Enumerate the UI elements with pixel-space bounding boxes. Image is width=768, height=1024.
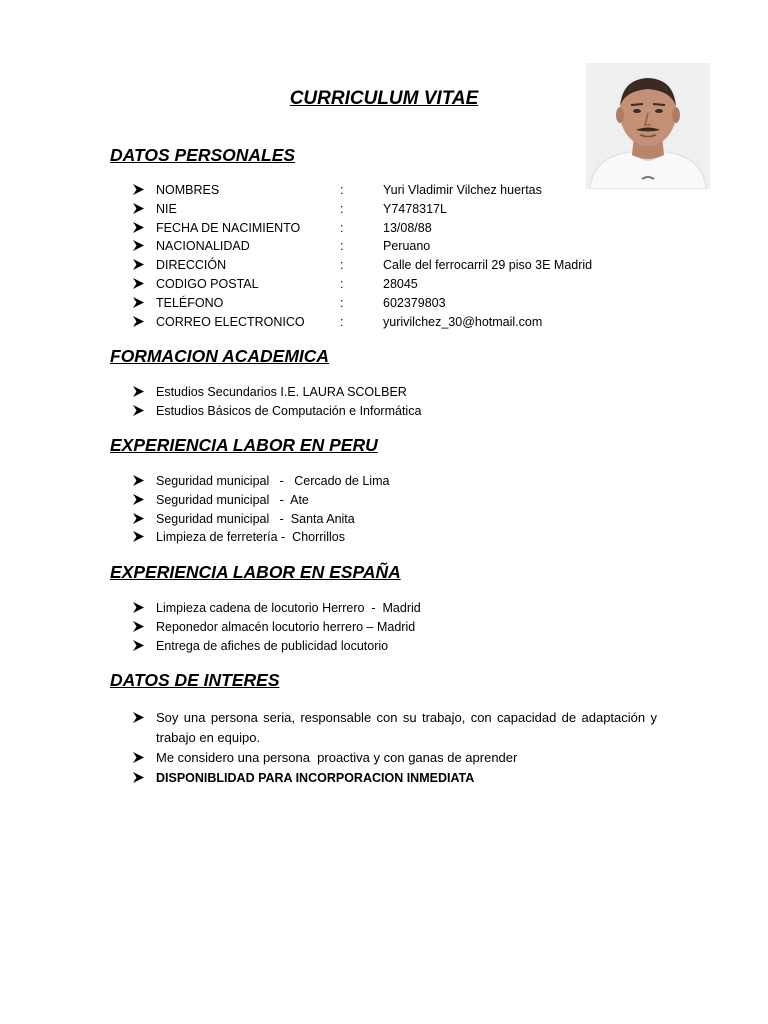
field-colon: :	[340, 201, 344, 216]
list-item	[133, 383, 421, 402]
field-colon: :	[340, 314, 344, 329]
experience-peru-list	[133, 472, 389, 547]
arrowhead-bullet-icon	[133, 240, 144, 251]
field-value: 13/08/88	[383, 220, 432, 235]
personal-field-telefono	[133, 294, 592, 313]
field-colon: :	[340, 183, 344, 197]
arrowhead-bullet-icon	[133, 297, 144, 308]
field-label: DIRECCIÓN	[156, 258, 227, 273]
field-colon: :	[340, 258, 344, 273]
list-item	[133, 472, 389, 491]
arrowhead-bullet-icon	[133, 712, 144, 723]
arrowhead-bullet-icon	[133, 184, 144, 195]
arrowhead-bullet-icon	[133, 602, 144, 613]
list-item	[133, 708, 657, 748]
field-value: yurivilchez_30@hotmail.com	[383, 314, 543, 329]
arrowhead-bullet-icon	[133, 640, 144, 651]
field-value: 602379803	[383, 295, 446, 310]
arrowhead-bullet-icon	[133, 531, 144, 542]
person-portrait-icon	[586, 63, 710, 189]
list-item	[133, 599, 421, 618]
list-item	[133, 528, 389, 547]
list-item	[133, 510, 389, 529]
field-label: CODIGO POSTAL	[156, 276, 259, 291]
field-colon: :	[340, 239, 344, 254]
list-item-text: Seguridad municipal - Santa Anita	[156, 511, 355, 526]
field-label: CORREO ELECTRONICO	[156, 314, 305, 329]
list-item-text: Limpieza de ferretería - Chorrillos	[156, 530, 345, 545]
field-label: NACIONALIDAD	[156, 239, 250, 254]
field-value: Peruano	[383, 239, 431, 254]
section-heading-experience-peru: EXPERIENCIA LABOR EN PERU	[110, 435, 378, 455]
arrowhead-bullet-icon	[133, 222, 144, 233]
document-title: CURRICULUM VITAE	[289, 88, 479, 109]
education-list	[133, 383, 421, 421]
list-item-text: Reponedor almacén locutorio herrero – Madrid	[156, 619, 416, 634]
list-item	[133, 637, 421, 656]
field-value: Y7478317L	[383, 201, 447, 216]
field-label: NIE	[156, 201, 177, 216]
section-heading-personal: DATOS PERSONALES	[110, 145, 296, 165]
list-item	[133, 491, 389, 510]
field-colon: :	[340, 276, 344, 291]
list-item	[133, 402, 421, 421]
arrowhead-bullet-icon	[133, 772, 144, 783]
list-item-text: Soy una persona seria, responsable con su trabajo, con capacidad de adaptación y trabajo en equipo.	[156, 710, 657, 745]
field-value: 28045	[383, 276, 418, 291]
personal-field-nombres	[133, 181, 592, 200]
field-value: Yuri Vladimir Vilchez huertas	[383, 183, 542, 197]
list-item	[133, 748, 657, 768]
arrowhead-bullet-icon	[133, 203, 144, 214]
section-heading-education: FORMACION ACADEMICA	[110, 346, 330, 366]
field-colon: :	[340, 295, 344, 310]
field-value: Calle del ferrocarril 29 piso 3E Madrid	[383, 258, 593, 273]
personal-field-nie	[133, 200, 592, 219]
list-item-text: DISPONIBLIDAD PARA INCORPORACION INMEDIATA	[156, 771, 475, 785]
field-label: TELÉFONO	[156, 295, 224, 310]
list-item-text: Me considero una persona proactiva y con ganas de aprender	[156, 750, 518, 765]
list-item-text: Estudios Secundarios I.E. LAURA SCOLBER	[156, 385, 407, 399]
arrowhead-bullet-icon	[133, 475, 144, 486]
field-colon: :	[340, 220, 344, 235]
arrowhead-bullet-icon	[133, 386, 144, 397]
personal-data-list	[133, 181, 592, 331]
list-item-text: Entrega de afiches de publicidad locutorio	[156, 638, 389, 653]
personal-field-direccion	[133, 256, 592, 275]
field-label: NOMBRES	[156, 183, 220, 197]
arrowhead-bullet-icon	[133, 405, 144, 416]
personal-field-fecha-nacimiento	[133, 219, 592, 238]
list-item	[133, 768, 657, 788]
arrowhead-bullet-icon	[133, 752, 144, 763]
section-heading-interests: DATOS DE INTERES	[110, 670, 280, 690]
personal-field-nacionalidad	[133, 237, 592, 256]
personal-field-codigo-postal	[133, 275, 592, 294]
list-item-text: Seguridad municipal - Ate	[156, 492, 309, 507]
arrowhead-bullet-icon	[133, 278, 144, 289]
arrowhead-bullet-icon	[133, 513, 144, 524]
list-item-text: Limpieza cadena de locutorio Herrero - Madrid	[156, 601, 421, 615]
list-item-text: Estudios Básicos de Computación e Informática	[156, 403, 422, 418]
interests-list	[133, 708, 657, 788]
list-item-text: Seguridad municipal - Cercado de Lima	[156, 474, 390, 488]
personal-field-correo	[133, 313, 592, 332]
field-label: FECHA DE NACIMIENTO	[156, 220, 301, 235]
arrowhead-bullet-icon	[133, 259, 144, 270]
experience-spain-list	[133, 599, 421, 655]
arrowhead-bullet-icon	[133, 621, 144, 632]
arrowhead-bullet-icon	[133, 494, 144, 505]
section-heading-experience-spain: EXPERIENCIA LABOR EN ESPAÑA	[110, 562, 401, 582]
list-item	[133, 618, 421, 637]
profile-photo	[586, 63, 710, 189]
arrowhead-bullet-icon	[133, 316, 144, 327]
